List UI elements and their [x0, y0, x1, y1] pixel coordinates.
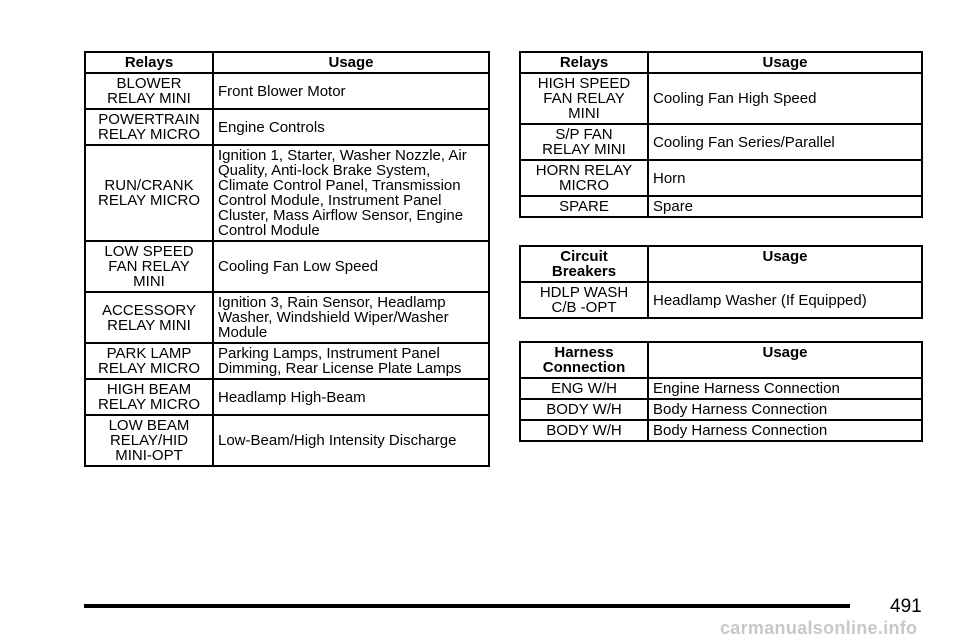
- column-header: Relays: [520, 52, 648, 73]
- column-header: Usage: [648, 246, 922, 282]
- component-cell: BODY W/H: [520, 420, 648, 441]
- usage-cell: Front Blower Motor: [213, 73, 489, 109]
- table-row: [85, 343, 489, 379]
- usage-cell: Engine Controls: [213, 109, 489, 145]
- table-row: [85, 145, 489, 241]
- column-header: Circuit Breakers: [520, 246, 648, 282]
- component-cell: HORN RELAY MICRO: [520, 160, 648, 196]
- usage-cell: Ignition 3, Rain Sensor, Headlamp Washer, Windshield Wiper/Washer Module: [213, 292, 489, 343]
- component-cell: ENG W/H: [520, 378, 648, 399]
- table-row: [520, 399, 922, 420]
- table-row: [520, 124, 922, 160]
- component-cell: RUN/CRANK RELAY MICRO: [85, 145, 213, 241]
- component-cell: POWERTRAIN RELAY MICRO: [85, 109, 213, 145]
- table-row: [520, 282, 922, 318]
- component-cell: BLOWER RELAY MINI: [85, 73, 213, 109]
- column-header: Usage: [648, 342, 922, 378]
- table-row: [520, 378, 922, 399]
- component-cell: HDLP WASH C/B -OPT: [520, 282, 648, 318]
- table-row: [85, 292, 489, 343]
- relays-table-left: [84, 51, 490, 467]
- component-cell: LOW BEAM RELAY/HID MINI-OPT: [85, 415, 213, 466]
- table-header-row: [85, 52, 489, 73]
- table-header-row: [520, 342, 922, 378]
- table-row: [520, 73, 922, 124]
- component-cell: PARK LAMP RELAY MICRO: [85, 343, 213, 379]
- usage-cell: Ignition 1, Starter, Washer Nozzle, Air Quality, Anti-lock Brake System, Climate Control Panel, Transmission Control Module, Instrument Panel Cluster, Mass Airflow Sensor, Engine Control Module: [213, 145, 489, 241]
- circuit-breakers-table: [519, 245, 923, 319]
- table-row: [520, 196, 922, 217]
- watermark: carmanualsonline.info: [720, 618, 918, 638]
- component-cell: BODY W/H: [520, 399, 648, 420]
- table-row: [85, 415, 489, 466]
- usage-cell: Low-Beam/High Intensity Discharge: [213, 415, 489, 466]
- component-cell: ACCESSORY RELAY MINI: [85, 292, 213, 343]
- component-cell: SPARE: [520, 196, 648, 217]
- column-header: Usage: [213, 52, 489, 73]
- table-row: [520, 420, 922, 441]
- component-cell: HIGH SPEED FAN RELAY MINI: [520, 73, 648, 124]
- table-row: [85, 379, 489, 415]
- harness-connection-table: [519, 341, 923, 442]
- component-cell: HIGH BEAM RELAY MICRO: [85, 379, 213, 415]
- table-header-row: [520, 246, 922, 282]
- table-header-row: [520, 52, 922, 73]
- column-header: Relays: [85, 52, 213, 73]
- usage-cell: Parking Lamps, Instrument Panel Dimming, Rear License Plate Lamps: [213, 343, 489, 379]
- usage-cell: Body Harness Connection: [648, 420, 922, 441]
- usage-cell: Cooling Fan Series/Parallel: [648, 124, 922, 160]
- usage-cell: Cooling Fan High Speed: [648, 73, 922, 124]
- table-row: [520, 160, 922, 196]
- footer-rule: [84, 604, 850, 608]
- usage-cell: Headlamp High-Beam: [213, 379, 489, 415]
- column-header: Harness Connection: [520, 342, 648, 378]
- table-row: [85, 109, 489, 145]
- table-row: [85, 73, 489, 109]
- usage-cell: Cooling Fan Low Speed: [213, 241, 489, 292]
- usage-cell: Body Harness Connection: [648, 399, 922, 420]
- column-header: Usage: [648, 52, 922, 73]
- component-cell: LOW SPEED FAN RELAY MINI: [85, 241, 213, 292]
- table-row: [85, 241, 489, 292]
- usage-cell: Spare: [648, 196, 922, 217]
- usage-cell: Horn: [648, 160, 922, 196]
- page-number: 491: [890, 596, 922, 617]
- usage-cell: Engine Harness Connection: [648, 378, 922, 399]
- component-cell: S/P FAN RELAY MINI: [520, 124, 648, 160]
- relays-table-right: [519, 51, 923, 218]
- usage-cell: Headlamp Washer (If Equipped): [648, 282, 922, 318]
